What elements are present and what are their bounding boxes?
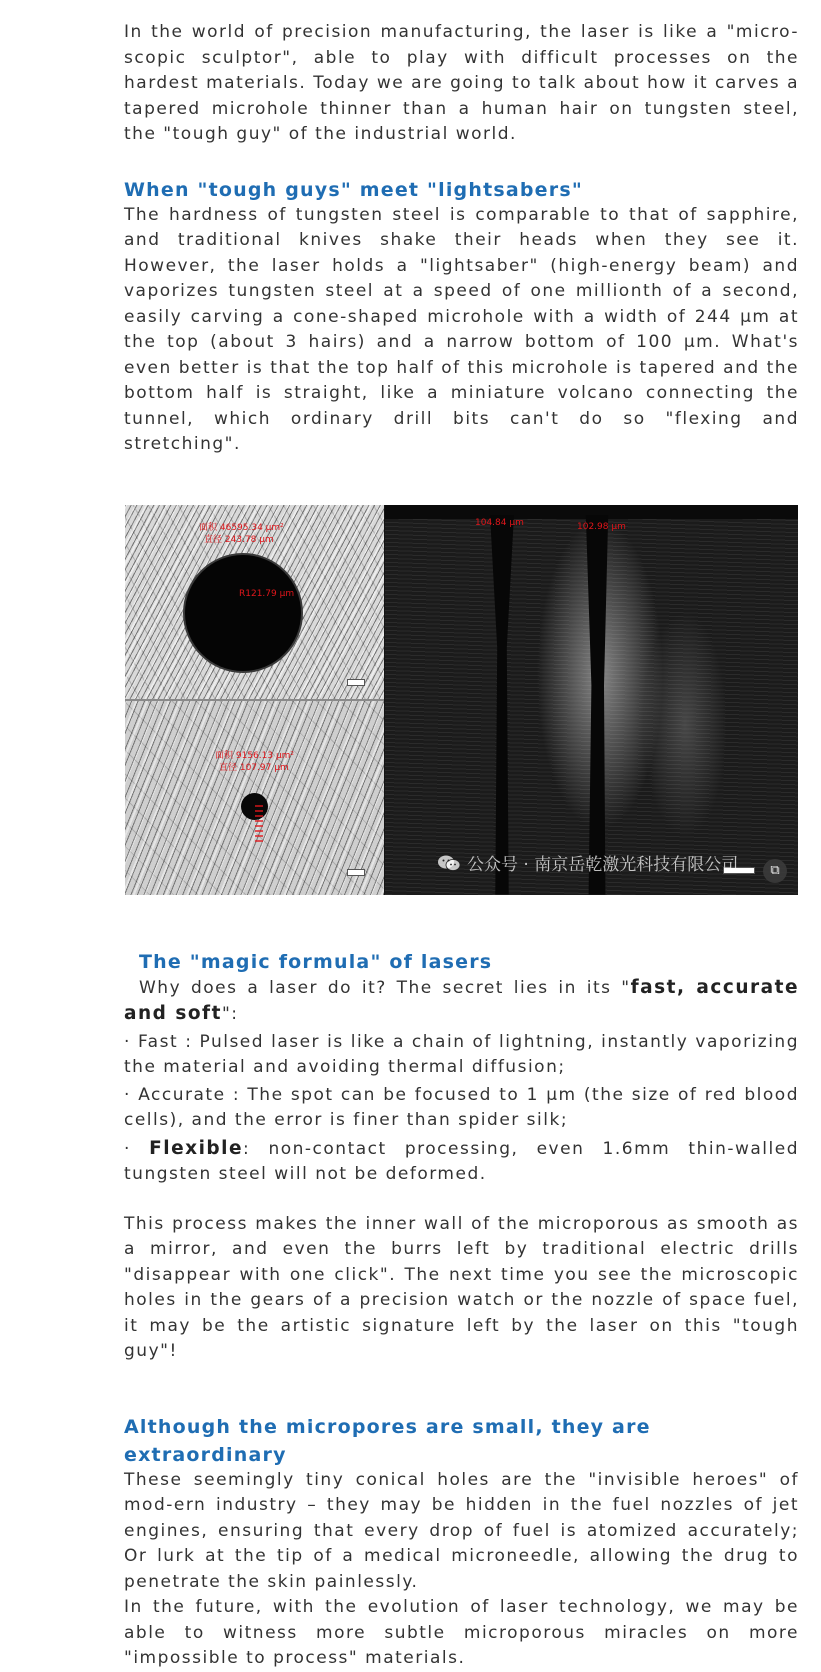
bullet-text: : Pulsed laser is like a chain of lightning, instantly vaporizing the material and avoiding thermal diffusion; [124,1031,799,1077]
micropores-paragraph-2: In the future, with the evolution of laser technology, we may be able to witness more subtle microporous miracles on more "impossible to process" materials. [124,1597,799,1668]
conclusion-paragraph: This process makes the inner wall of the microporous as smooth as a mirror, and even the burrs left by traditional electric drills "disappear with one click". The next time you see the microscopic holes in the gears of a precision watch or the nozzle of space fuel, it may be the artistic signature left by the laser on this "tough guy"! [124,1213,799,1361]
section-heading-lightsabers: When "tough guys" meet "lightsabers" [124,178,583,201]
watermark [437,854,738,878]
article-body [124,20,799,1672]
wechat-icon [437,854,461,878]
bore-right-width-label: 102.98 μm [577,521,626,532]
bottom-measure-marks [255,805,263,845]
section-paragraph-lightsabers: The hardness of tungsten steel is comparable to that of sapphire, and traditional knives shake their heads when they see it. However, the laser holds a "lightsaber" (high-energy beam) and vaporizes tungsten steel at a speed of one millionth of a second, easily carving a cone-shaped microhole with a width of 244 μm at the top (about 3 hairs) and a narrow bottom of 100 μm. What's even better is that the top half of this microhole is tapered and the bottom half is straight, like a miniature volcano connecting the tunnel, which ordinary drill bits can't do so "flexing and stretching". [124,204,799,454]
bullet-text: : The spot can be focused to 1 μm (the size of red blood cells), and the error is finer than spider silk; [124,1084,799,1130]
top-diameter-label: 直径 243.78 μm [204,534,274,545]
bullet-label: Flexible [149,1137,244,1159]
intro-bold-keywords: fast, accurate and soft [124,976,799,1024]
scalebar-bottom [347,869,365,876]
scalebar-top [347,679,365,686]
bullet-marker: · [124,1031,138,1052]
intro-suffix: ": [221,1004,239,1024]
bullet-label: Fast [137,1031,179,1052]
intro-prefix: Why does a laser do it? The secret lies in its " [139,977,631,998]
section-heading-magic-formula: The "magic formula" of lasers [139,950,493,973]
section-heading-micropores: Although the micropores are small, they are extraordinary [124,1415,651,1466]
intro-paragraph: In the world of precision manufacturing, the laser is like a "micro-scopic sculptor", able to play with difficult processes on the hardest materials. Today we are going to talk about how it carves a tapered microhole thinner than a human hair on tungsten steel, the "tough guy" of the industrial world. [124,22,799,144]
bore-left-width-label: 104.84 μm [475,517,524,528]
magic-formula-intro [124,975,799,1028]
large-hole [185,555,301,671]
microhole-micrograph-figure [125,505,798,895]
bottom-area-label: 面积 9156.13 μm² [215,750,295,761]
micropores-paragraph-1: These seemingly tiny conical holes are the "invisible heroes" of mod-ern industry – they may be hidden in the fuel nozzles of jet engines, ensuring that every drop of fuel is atomized accurately; Or lurk at the tip of a medical microneedle, allowing the drug to penetrate the skin painlessly. [124,1469,799,1592]
copy-icon[interactable]: ⧉ [763,859,787,883]
bullet-accurate [124,1083,799,1134]
watermark-text: 公众号 · 南京岳乾激光科技有限公司 [467,854,739,875]
bullet-fast [124,1030,799,1081]
bullet-text: : non-contact processing, even 1.6mm thin-walled tungsten steel will not be deformed. [124,1138,799,1184]
bottom-diameter-label: 直径 107.97 μm [219,762,289,773]
bullet-flexible [124,1136,799,1188]
bullet-label: Accurate [138,1084,226,1105]
top-radius-label: R121.79 μm [239,588,295,599]
bullet-marker: · [124,1084,139,1105]
bullet-marker: · [124,1138,150,1159]
top-area-label: 面积 46595.34 μm² [199,522,284,533]
micrograph-divider [125,699,384,701]
